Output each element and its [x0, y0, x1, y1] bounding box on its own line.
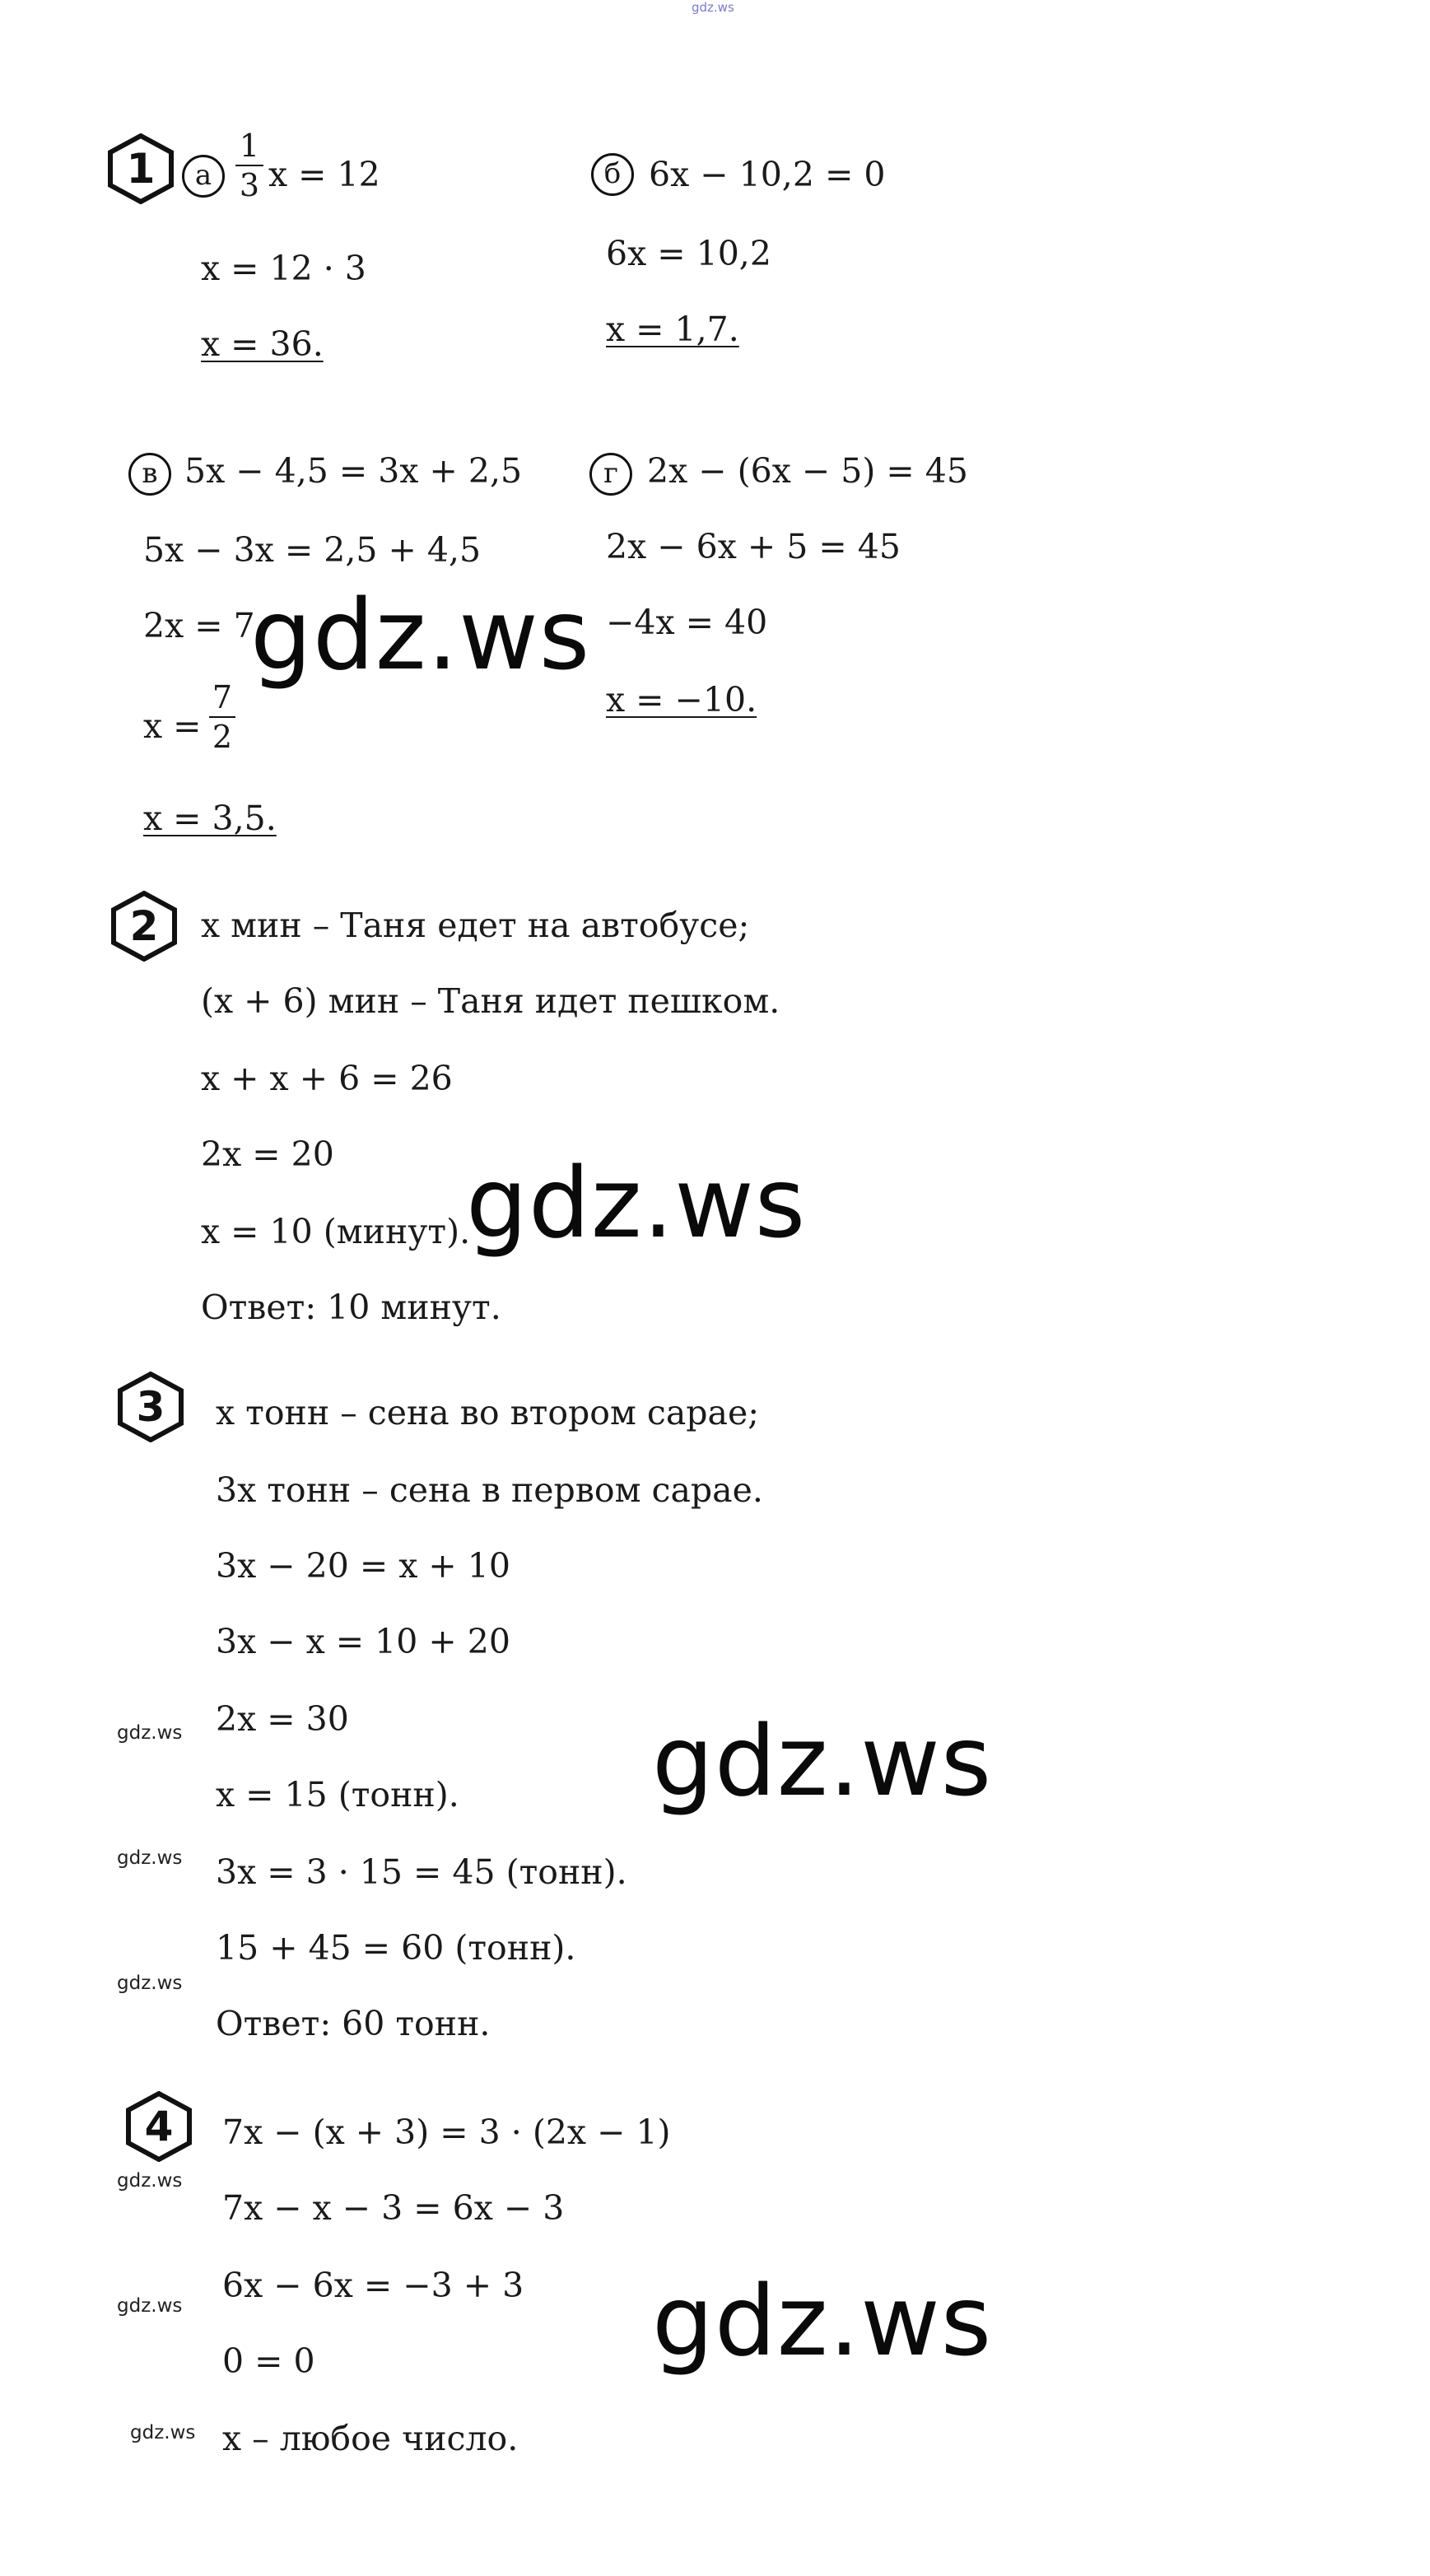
- watermark-large: gdz.ws: [466, 1146, 807, 1260]
- part-label-a: а: [182, 155, 225, 198]
- fraction-numerator: 7: [212, 679, 233, 715]
- task-3-line-9: Ответ: 60 тонн.: [216, 2004, 491, 2043]
- part-label-g: г: [589, 453, 632, 496]
- task-4-number-badge: [123, 2091, 194, 2162]
- step-v-1: 5x − 3x = 2,5 + 4,5: [143, 530, 482, 570]
- task-4-line-3: 6x − 6x = −3 + 3: [222, 2266, 524, 2305]
- watermark-small: gdz.ws: [117, 2170, 183, 2192]
- fraction-bar: [235, 165, 263, 166]
- fraction-bar: [209, 716, 235, 718]
- step-g-2: −4x = 40: [606, 603, 768, 642]
- task-4-line-2: 7x − x − 3 = 6x − 3: [222, 2188, 565, 2228]
- task-2-line-4: 2x = 20: [201, 1134, 334, 1174]
- equation-b: 6x − 10,2 = 0: [649, 155, 886, 194]
- task-2-line-2: (x + 6) мин – Таня идет пешком.: [201, 981, 780, 1021]
- watermark-large: gdz.ws: [652, 2264, 993, 2378]
- answer-v: x = 3,5.: [143, 799, 277, 838]
- task-number: 1: [126, 145, 156, 193]
- fraction-denominator: 3: [239, 167, 260, 203]
- step-v-3-prefix: x =: [143, 706, 202, 746]
- equation-g: 2x − (6x − 5) = 45: [647, 451, 968, 491]
- task-3-line-6: x = 15 (тонн).: [216, 1775, 459, 1814]
- task-3-line-4: 3x − x = 10 + 20: [216, 1622, 510, 1661]
- answer-a: x = 36.: [201, 324, 324, 364]
- task-4-line-5: x – любое число.: [222, 2419, 519, 2458]
- task-2-number-badge: [109, 891, 179, 962]
- step-b-1: 6x = 10,2: [606, 234, 771, 273]
- watermark-small: gdz.ws: [117, 1722, 183, 1744]
- part-label-b: б: [591, 153, 634, 196]
- watermark-top: gdz.ws: [692, 0, 734, 15]
- answer-b: x = 1,7.: [606, 310, 739, 349]
- equation-v: 5x − 4,5 = 3x + 2,5: [184, 451, 523, 491]
- equation-a: x = 12: [268, 155, 380, 194]
- task-3-line-5: 2x = 30: [216, 1699, 349, 1739]
- task-3-number-badge: [115, 1372, 186, 1442]
- task-3-line-3: 3x − 20 = x + 10: [216, 1546, 510, 1586]
- task-number: 3: [136, 1383, 165, 1431]
- fraction-seven-halves: [209, 680, 235, 754]
- task-2-line-1: x мин – Таня едет на автобусе;: [201, 906, 750, 945]
- task-1-number-badge: [105, 133, 176, 204]
- watermark-large: gdz.ws: [652, 1704, 993, 1818]
- part-label-v: в: [128, 453, 171, 496]
- task-3-line-2: 3x тонн – сена в первом сарае.: [216, 1470, 763, 1510]
- fraction-one-third: [235, 128, 263, 203]
- task-3-line-1: x тонн – сена во втором сарае;: [216, 1393, 760, 1432]
- watermark-small: gdz.ws: [117, 2295, 183, 2317]
- watermark-small: gdz.ws: [130, 2422, 196, 2443]
- task-number: 2: [129, 902, 159, 950]
- watermark-small: gdz.ws: [117, 1847, 183, 1869]
- task-3-line-7: 3x = 3 · 15 = 45 (тонн).: [216, 1852, 627, 1892]
- fraction-numerator: 1: [239, 128, 260, 164]
- task-4-line-1: 7x − (x + 3) = 3 · (2x − 1): [222, 2113, 671, 2152]
- task-2-line-6: Ответ: 10 минут.: [201, 1288, 501, 1327]
- task-4-line-4: 0 = 0: [222, 2341, 315, 2381]
- answer-g: x = −10.: [606, 680, 757, 720]
- step-v-2: 2x = 7: [143, 606, 255, 645]
- task-2-line-3: x + x + 6 = 26: [201, 1059, 453, 1098]
- task-2-line-5: x = 10 (минут).: [201, 1212, 471, 1251]
- step-g-1: 2x − 6x + 5 = 45: [606, 527, 901, 566]
- fraction-denominator: 2: [212, 719, 233, 755]
- task-number: 4: [144, 2103, 174, 2150]
- task-3-line-8: 15 + 45 = 60 (тонн).: [216, 1928, 576, 1968]
- watermark-small: gdz.ws: [117, 1973, 183, 1994]
- step-a-1: x = 12 · 3: [201, 249, 366, 288]
- watermark-large: gdz.ws: [250, 578, 591, 692]
